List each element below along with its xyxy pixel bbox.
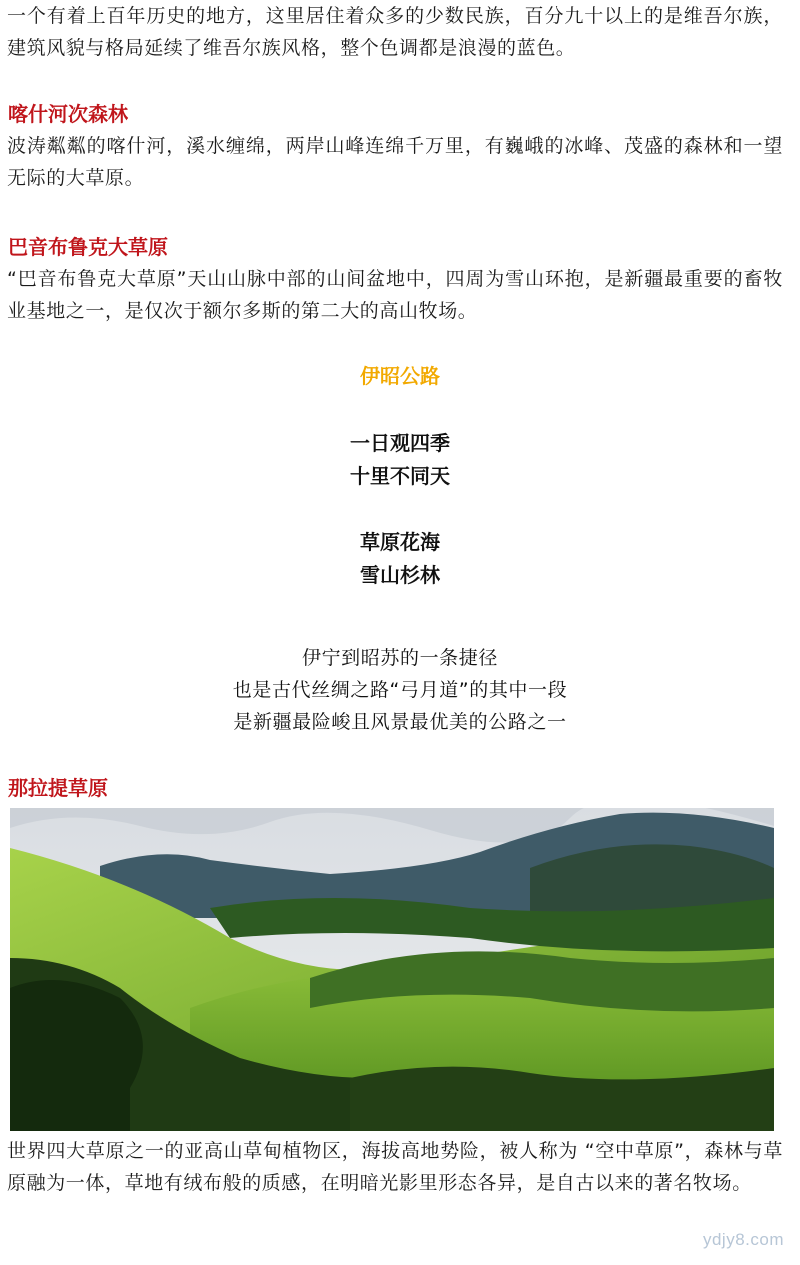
- road-title: 伊昭公路: [360, 364, 440, 388]
- road-slogan-line: 草原花海: [360, 530, 440, 554]
- road-slogan-line: 一日观四季: [350, 431, 450, 455]
- road-slogan-line: 十里不同天: [350, 464, 450, 488]
- section-title-nalati-grassland: 那拉提草原: [8, 776, 108, 800]
- nalati-grassland-photo: [10, 808, 774, 1131]
- section-text-bayanbulak-grassland: “巴音布鲁克大草原”天山山脉中部的山间盆地中，四周为雪山环抱，是新疆最重要的畜牧业基地之一，是仅次于额尔多斯的第二大的高山牧场。: [7, 268, 783, 322]
- road-description-line: 伊宁到昭苏的一条捷径: [301, 647, 498, 669]
- road-description-line: 是新疆最险峻且风景最优美的公路之一: [233, 711, 567, 733]
- site-watermark: ydjy8.com: [702, 1230, 784, 1249]
- intro-paragraph: 一个有着上百年历史的地方，这里居住着众多的少数民族，百分九十以上的是维吾尔族，建筑风貌与格局延续了维吾尔族风格，整个色调都是浪漫的蓝色。: [7, 5, 783, 59]
- road-description-line: 也是古代丝绸之路“弓月道”的其中一段: [232, 679, 568, 701]
- section-text-kashi-river-forest: 波涛粼粼的喀什河，溪水缠绵，两岸山峰连绵千万里，有巍峨的冰峰、茂盛的森林和一望无际的大草原。: [7, 135, 783, 189]
- section-title-bayanbulak-grassland: 巴音布鲁克大草原: [8, 235, 168, 259]
- nalati-description: 世界四大草原之一的亚高山草甸植物区，海拔高地势险，被人称为 “空中草原”，森林与草原融为一体，草地有绒布般的质感，在明暗光影里形态各异，是自古以来的著名牧场。: [7, 1140, 783, 1194]
- road-slogan-line: 雪山杉林: [360, 563, 440, 587]
- section-title-kashi-river-forest: 喀什河次森林: [8, 102, 128, 126]
